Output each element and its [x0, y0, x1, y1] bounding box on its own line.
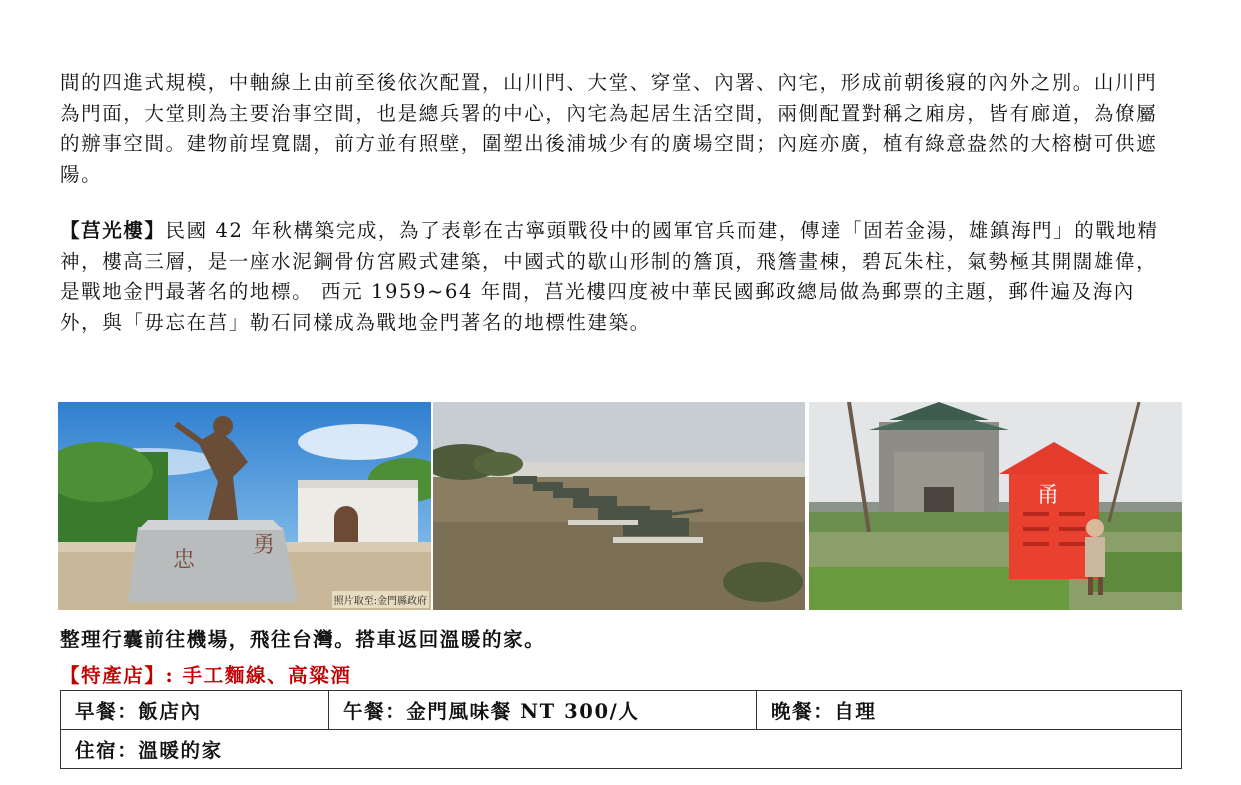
dinner-cell: 晚餐：自理	[757, 691, 1182, 730]
juguang-title: 【莒光樓】	[60, 219, 166, 242]
lodging-cell: 住宿：溫暖的家	[61, 730, 1182, 769]
intro-paragraph: 間的四進式規模，中軸線上由前至後依次配置，山川門、大堂、穿堂、內署、內宅，形成前朝後寢的內外之別。山川門為門面，大堂則為主要治事空間，也是總兵署的中心，內宅為起居生活空間，兩側配置對稱之廂房，皆有廊道，為僚屬的辦事空間。建物前埕寬闊，前方並有照壁，圍塑出後浦城少有的廣場空間；內庭亦廣，植有綠意盎然的大榕樹可供遮陽。	[60, 71, 1158, 186]
soldier-statue-image	[58, 402, 431, 610]
svg-text:甬: 甬	[1037, 483, 1060, 508]
juguang-tower-image	[809, 402, 1182, 610]
breakfast-cell: 早餐：飯店內	[61, 691, 329, 730]
svg-text:忠: 忠	[173, 548, 196, 573]
juguang-tower-photo	[809, 402, 1182, 610]
after-tour-text: 整理行囊前往機場，飛往台灣。搭車返回溫暖的家。	[60, 628, 546, 651]
soldier-statue-photo	[58, 402, 431, 610]
tank-line-photo	[433, 402, 805, 610]
lodging-row	[61, 730, 1182, 769]
specialty-store-text: 【特產店】: 手工麵線、高粱酒	[60, 664, 352, 687]
juguang-paragraph	[60, 216, 1175, 338]
photo-credit: 照片取至:金門縣政府	[332, 591, 429, 608]
svg-text:勇: 勇	[253, 533, 276, 558]
photo-strip	[58, 402, 1182, 610]
lunch-cell: 午餐：金門風味餐 NT 300/人	[329, 691, 757, 730]
juguang-body: 民國 42 年秋構築完成，為了表彰在古寧頭戰役中的國軍官兵而建，傳達「固若金湯，雄鎮海門」的戰地精神，樓高三層，是一座水泥鋼骨仿宮殿式建築，中國式的歇山形制的簷頂，飛簷畫棟，碧瓦朱柱，氣勢極其開闊雄偉，是戰地金門最著名的地標。 西元 1959~64 年間，莒光樓四度被中華民國郵政總局做為郵票的主題，郵件遍及海內外，與「毋忘在莒」勒石同樣成為戰地金門著名的地標性建築。	[60, 219, 1159, 334]
meal-table	[60, 690, 1182, 769]
meal-row	[61, 691, 1182, 730]
tank-line-image	[433, 402, 805, 610]
